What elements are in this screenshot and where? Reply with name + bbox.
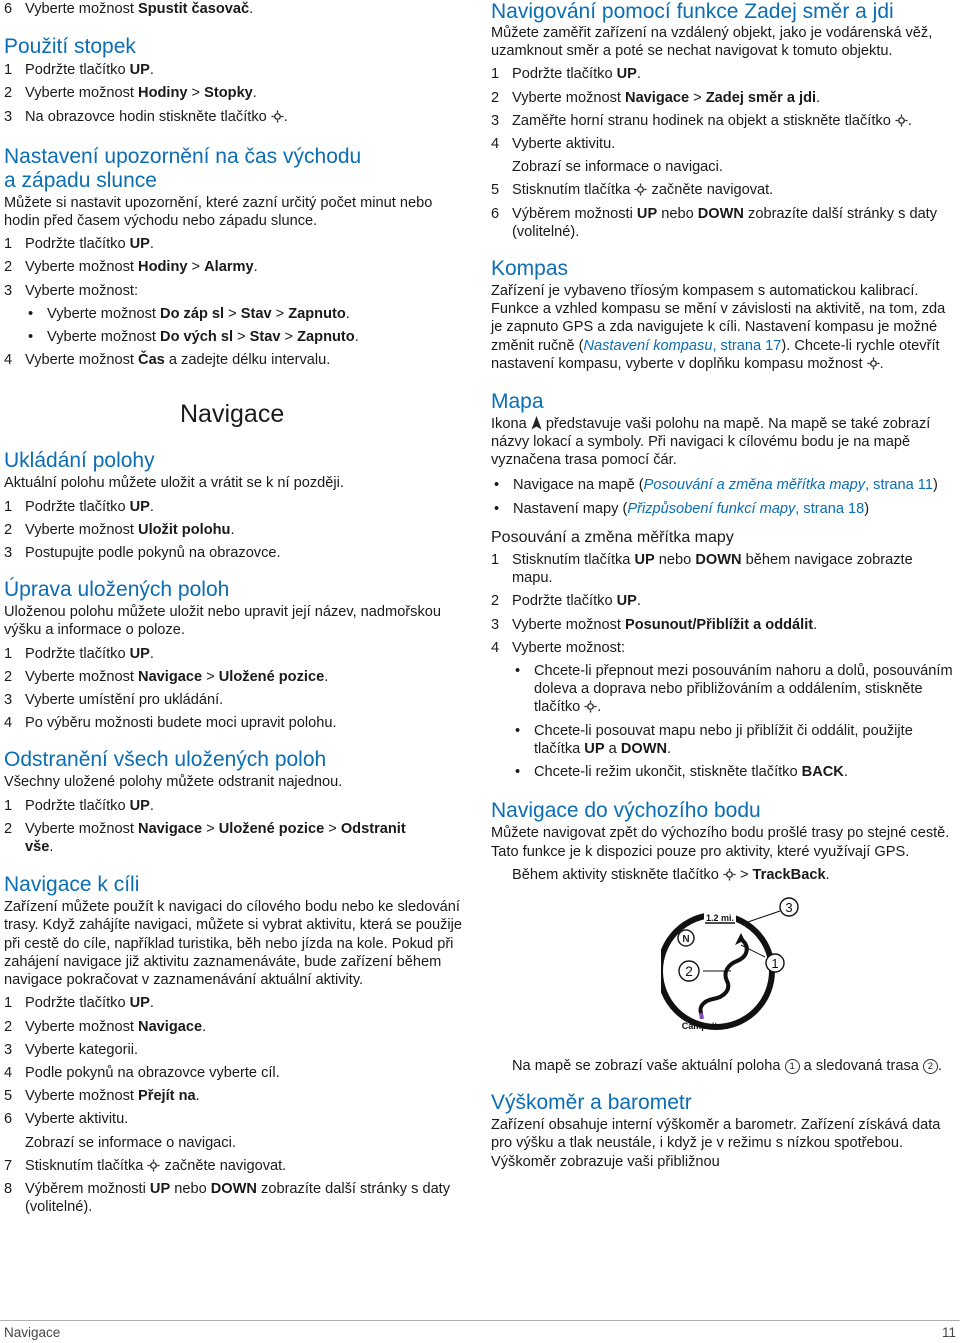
bullet-text-end: . — [354, 329, 359, 346]
step — [491, 65, 953, 83]
step-text: Vyberte možnost: — [512, 639, 626, 656]
separator: > — [233, 329, 250, 346]
step-text: Vyberte možnost — [512, 89, 626, 106]
start-button-icon — [867, 357, 880, 370]
cross-reference-page[interactable]: , strana 18 — [795, 500, 865, 517]
step-text-end: . — [825, 866, 830, 883]
menu-option: Hodiny — [138, 259, 188, 276]
heading-sunrise-sunset — [4, 145, 472, 193]
step-text: Během aktivity stiskněte tlačítko — [512, 866, 723, 883]
position-arrow-icon — [531, 416, 542, 430]
button-name: UP — [616, 66, 637, 83]
step — [4, 258, 472, 276]
bullet-text-end: . — [667, 740, 672, 757]
step — [4, 668, 472, 686]
paragraph-text: Ikona — [491, 416, 531, 433]
step — [4, 282, 472, 300]
step — [4, 84, 472, 102]
north-indicator — [678, 930, 694, 946]
step-number: 3 — [4, 282, 13, 299]
button-name: UP — [616, 593, 637, 610]
step — [4, 1180, 472, 1216]
campsite-label: Campsite — [681, 1020, 723, 1031]
start-button-icon — [271, 110, 284, 123]
step-text-end: . — [149, 62, 154, 79]
menu-option: Stav — [249, 329, 281, 346]
step-text: Vyberte možnost — [25, 1, 139, 17]
step-text: Podržte tlačítko — [25, 62, 130, 79]
step-text: Vyberte možnost: — [25, 282, 139, 299]
step — [491, 551, 953, 587]
callout-1-icon: 1 — [785, 1059, 800, 1074]
step-text: Vyberte umístění pro ukládání. — [25, 692, 224, 709]
step-number: 1 — [4, 995, 13, 1012]
step-text: Podržte tlačítko — [512, 593, 617, 610]
step-text: Vyberte možnost — [25, 85, 139, 102]
step — [4, 797, 472, 815]
step — [4, 61, 472, 79]
step-text-end: . — [149, 797, 154, 814]
step — [4, 521, 472, 539]
bullet-text-end: ) — [932, 476, 938, 493]
step-number: 2 — [491, 89, 500, 106]
caption-text: a sledovaná trasa — [799, 1057, 923, 1074]
step-text-end: zobrazíte další stránky s daty (volitelné). — [512, 205, 938, 240]
menu-option: Přejít na — [138, 1088, 196, 1105]
bullet-text-end: . — [843, 764, 848, 781]
separator: > — [224, 305, 241, 322]
step-number: 4 — [4, 715, 13, 732]
intro-paragraph: Uloženou polohu můžete uložit nebo upravit její název, nadmořskou výšku a informace o poloze. — [4, 604, 441, 639]
step — [4, 820, 472, 856]
menu-option: Uložené pozice — [218, 820, 325, 837]
button-name: UP — [129, 797, 150, 814]
step-text: Podle pokynů na obrazovce vyberte cíl. — [25, 1064, 280, 1081]
menu-option: Stav — [240, 305, 272, 322]
separator: > — [280, 329, 298, 346]
step-text-end: zobrazíte další stránky s daty (volitelné). — [25, 1180, 451, 1216]
step-text: Výběrem možnosti — [25, 1180, 150, 1197]
menu-option: Navigace — [138, 820, 203, 837]
step-text: Vyberte aktivitu. — [512, 136, 616, 153]
step-text-end: . — [149, 498, 154, 515]
bullet-item — [512, 763, 953, 781]
step-text: Vyberte možnost — [25, 1018, 139, 1035]
step-number: 7 — [4, 1157, 13, 1174]
button-name: UP — [636, 205, 658, 222]
step-number: 1 — [4, 498, 13, 515]
step-text-end: . — [149, 645, 154, 662]
step-text-end: . — [283, 108, 288, 125]
step-number: 3 — [4, 1041, 13, 1058]
heading-line: Nastavení upozornění na čas východu — [4, 144, 362, 168]
left-column — [4, 0, 472, 1216]
paragraph-text: ). Chcete-li rychle otevřít nastavení kompasu, vyberte v doplňku kompasu možnost — [491, 337, 940, 372]
step-number: 3 — [491, 616, 500, 633]
step-text: nebo — [654, 552, 696, 569]
step — [4, 1110, 472, 1128]
step — [4, 1018, 472, 1036]
map-scale-label: 1.2 mi. — [705, 912, 735, 923]
button-name: DOWN — [620, 740, 668, 757]
step-text: Na obrazovce hodin stiskněte tlačítko — [25, 108, 271, 125]
step-text: nebo — [170, 1180, 211, 1197]
heading-sight-n-go: Navigování pomocí funkce Zadej směr a jdi — [491, 0, 894, 23]
bullet-text-end: . — [345, 305, 350, 322]
step-number: 1 — [4, 797, 13, 814]
bullet-item — [25, 305, 472, 323]
bullet-text-end: . — [597, 699, 602, 716]
footer-section-name: Navigace — [4, 1325, 61, 1340]
step-text: nebo — [657, 205, 698, 222]
step — [4, 235, 472, 253]
north-label: N — [682, 933, 690, 945]
step-number: 1 — [4, 236, 13, 253]
step — [491, 181, 953, 199]
step-text: Zaměřte horní stranu hodinek na objekt a stiskněte tlačítko — [512, 112, 895, 129]
step-text: Vyberte možnost — [25, 259, 139, 276]
menu-option: Zadej směr a jdi — [705, 89, 817, 106]
intro-paragraph: Můžete si nastavit upozornění, které zazní určitý počet minut nebo hodin před časem východu nebo západu slunce. — [4, 194, 433, 230]
step-number: 2 — [4, 668, 13, 685]
map-paragraph — [491, 415, 953, 470]
menu-option: Čas — [138, 352, 165, 369]
step — [4, 1064, 472, 1082]
button-name: DOWN — [695, 552, 742, 569]
bullet-item — [512, 662, 953, 717]
step — [4, 645, 472, 663]
callout-line — [745, 911, 780, 923]
menu-option: Posunout/Přiblížit a oddálit — [625, 616, 814, 633]
step-text-end: . — [324, 668, 329, 685]
button-name: DOWN — [210, 1180, 257, 1197]
step-text: Vyberte možnost — [25, 820, 139, 837]
intro-paragraph: Můžete navigovat zpět do výchozího bodu prošlé trasy po stejné cestě. Tato funkce je k dispozici pouze pro aktivity, které využívají GPS. — [491, 825, 950, 860]
step-note — [491, 158, 953, 176]
step-number: 1 — [4, 62, 13, 79]
step-number: 1 — [491, 66, 500, 83]
start-button-icon — [723, 868, 736, 881]
step — [4, 714, 472, 732]
step-number: 4 — [4, 352, 13, 369]
button-name: UP — [129, 498, 150, 515]
intro-paragraph: Zařízení můžete použít k navigaci do cílového bodu nebo ke sledování trasy. Když zahájíte navigaci, můžete si vybrat aktivitu, která se použije při cestě do cíle, například turistika, běh nebo jízda na kole. Pokud při zahájení navigace již aktivitu zaznamenáváte, bude zařízení během navigace pokračovat v zaznamenávání aktuální aktivity. — [4, 899, 463, 989]
caption-text-end: . — [937, 1057, 942, 1074]
menu-option: Navigace — [625, 89, 690, 106]
heading-navigate-destination: Navigace k cíli — [4, 873, 140, 897]
step-text: Vyberte možnost — [512, 616, 626, 633]
heading-delete-all: Odstranění všech uložených poloh — [4, 748, 327, 772]
step-text-end: . — [195, 1088, 200, 1105]
step-number: 4 — [491, 639, 500, 656]
callout-number: 3 — [785, 899, 793, 915]
heading-edit-locations: Úprava uložených poloh — [4, 578, 230, 602]
step-number: 2 — [4, 1018, 13, 1035]
footer-divider — [0, 1320, 960, 1321]
separator: > — [735, 866, 753, 883]
menu-option: Navigace — [138, 1018, 203, 1035]
separator: > — [187, 259, 205, 276]
step-number: 3 — [491, 112, 500, 129]
menu-option: vše — [25, 839, 50, 856]
menu-option: Hodiny — [138, 85, 188, 102]
separator: > — [271, 305, 289, 322]
step-number: 6 — [491, 205, 500, 222]
start-button-icon — [634, 183, 647, 196]
menu-option: Stopky — [204, 85, 253, 102]
step-text-end: . — [636, 66, 641, 83]
step — [491, 112, 953, 130]
step-number: 6 — [4, 1, 13, 17]
step-number: 2 — [4, 820, 13, 837]
step-number: 2 — [4, 521, 13, 538]
heading-stopky: Použití stopek — [4, 35, 136, 59]
button-name: UP — [129, 995, 150, 1012]
step-text-end: . — [49, 839, 54, 856]
bullet-item — [512, 722, 953, 758]
separator: > — [202, 668, 219, 685]
heading-altimeter: Výškoměr a barometr — [491, 1091, 692, 1115]
step-text: Podržte tlačítko — [25, 645, 130, 662]
step — [4, 108, 472, 126]
callout-2 — [679, 961, 699, 981]
start-button-icon — [895, 114, 908, 127]
heading-line: a západu slunce — [4, 168, 157, 192]
paragraph-text: představuje vaši polohu na mapě. Na mapě se také zobrazí názvy lokací a symboly. Při navigaci k cílovému bodu je na mapě vyznačena trasa pomocí čár. — [491, 416, 931, 469]
step-text: Vyberte kategorii. — [25, 1041, 139, 1058]
step-number: 1 — [4, 645, 13, 662]
callout-number: 2 — [685, 962, 693, 979]
step-text: Podržte tlačítko — [25, 797, 130, 814]
step-text-end: začněte navigovat. — [647, 182, 774, 199]
step-text: Podržte tlačítko — [25, 236, 130, 253]
step-text: Stisknutím tlačítka — [25, 1157, 148, 1174]
track-end — [701, 1013, 702, 1019]
bullet-text: Vyberte možnost — [47, 329, 161, 346]
step-number: 5 — [491, 182, 500, 199]
step-text: Vyberte aktivitu. — [25, 1111, 129, 1128]
cross-reference-link[interactable]: Nastavení kompasu — [583, 337, 713, 354]
callout-3 — [780, 898, 798, 916]
intro-paragraph: Můžete zaměřit zařízení na vzdálený objekt, jako je vodárenská věž, uzamknout směr a poté se nechat navigovat k tomuto objektu. — [491, 25, 933, 60]
step-text: Stisknutím tlačítka — [512, 182, 635, 199]
page-number: 11 — [941, 1325, 956, 1340]
button-name: DOWN — [697, 205, 744, 222]
bullet-text: Chcete-li přepnout mezi posouváním nahoru a dolů, posouváním doleva a doprava nebo přibližováním a oddálením, stiskněte tlačítko — [534, 663, 953, 716]
step-text: Podržte tlačítko — [25, 498, 130, 515]
step — [491, 592, 953, 610]
step — [491, 89, 953, 107]
caption-text: Na mapě se zobrazí vaše aktuální poloha — [512, 1057, 785, 1074]
step-text-end: . — [636, 593, 641, 610]
step-number: 2 — [4, 259, 13, 276]
bullet-item — [491, 476, 953, 494]
separator: > — [324, 820, 341, 837]
menu-option: Odstranit — [340, 820, 406, 837]
intro-paragraph: Aktuální polohu můžete uložit a vrátit se k ní později. — [4, 475, 344, 492]
callout-number: 1 — [771, 955, 779, 971]
bullet-text: a — [604, 740, 621, 757]
trackback-instruction — [491, 866, 953, 884]
start-button-icon — [584, 700, 597, 713]
step-start-timer — [4, 0, 472, 18]
note-text: Zobrazí se informace o navigaci. — [512, 159, 723, 176]
bullet-item — [491, 500, 953, 518]
menu-option: Do záp sl — [160, 305, 225, 322]
step-text-end: . — [813, 616, 818, 633]
button-name: BACK — [801, 764, 844, 781]
step-number: 1 — [491, 552, 500, 569]
start-button-icon — [147, 1159, 160, 1172]
step-text-end: během navigace zobrazte mapu. — [512, 552, 913, 587]
step-text: Vyberte možnost — [25, 352, 139, 369]
step-note — [4, 1134, 472, 1152]
paragraph-text: Zařízení je vybaveno tříosým kompasem s automatickou kalibrací. Funkce a vzhled kompasu se mění v závislosti na aktivitě, na tom, zda je zapnuto GPS a zda navigujete k cíli. Nastavení kompasu je možné změnit ručně ( — [491, 283, 946, 354]
button-name: UP — [129, 236, 150, 253]
step — [491, 135, 953, 153]
step-text: Podržte tlačítko — [512, 66, 617, 83]
separator: > — [187, 85, 205, 102]
step-text-end: . — [149, 995, 154, 1012]
heading-compass: Kompas — [491, 257, 569, 281]
step-number: 3 — [4, 108, 13, 125]
button-name: UP — [149, 1180, 171, 1197]
bullet-text: Nastavení mapy ( — [513, 500, 628, 517]
menu-option: TrackBack — [752, 866, 826, 883]
step-text: Stisknutím tlačítka — [512, 552, 635, 569]
menu-option: Do vých sl — [160, 329, 234, 346]
step-text-end: . — [252, 85, 257, 102]
step — [4, 351, 472, 369]
intro-paragraph: Zařízení obsahuje interní výškoměr a barometr. Zařízení získává data pro výšku a tlak neustále, i když je v režimu s nízkou spotřebou. Výškoměr zobrazuje vaši přibližnou — [491, 1117, 941, 1170]
step-text-end: a zadejte délku intervalu. — [164, 352, 331, 369]
heading-save-location: Ukládání polohy — [4, 449, 155, 473]
bullet-text: Chcete-li režim ukončit, stiskněte tlačítko — [534, 764, 802, 781]
button-name: UP — [129, 62, 150, 79]
step — [4, 994, 472, 1012]
step — [491, 205, 953, 241]
step-text-end: . — [149, 236, 154, 253]
button-name: UP — [634, 552, 655, 569]
bullet-text: Navigace na mapě ( — [513, 476, 644, 493]
step-number: 2 — [491, 593, 500, 610]
step — [4, 498, 472, 516]
step — [491, 616, 953, 634]
step-number: 2 — [4, 85, 13, 102]
callout-1 — [766, 954, 784, 972]
step-text-end: . — [907, 112, 912, 129]
bullet-item — [25, 328, 472, 346]
step-text: Postupujte podle pokynů na obrazovce. — [25, 545, 281, 562]
step-number: 4 — [491, 136, 500, 153]
heading-map: Mapa — [491, 390, 544, 414]
step-text-end: . — [816, 89, 821, 106]
compass-paragraph — [491, 282, 953, 373]
menu-option: Uložené pozice — [218, 668, 325, 685]
step-number: 6 — [4, 1111, 13, 1128]
menu-option: Uložit polohu — [138, 521, 231, 538]
callout-2-icon: 2 — [923, 1059, 938, 1074]
button-name: UP — [584, 740, 605, 757]
paragraph-text-end: . — [879, 355, 884, 372]
cross-reference-page[interactable]: , strana 17 — [712, 337, 782, 354]
separator: > — [202, 820, 219, 837]
step-number: 5 — [4, 1088, 13, 1105]
menu-option: Zapnuto — [297, 329, 355, 346]
step — [4, 1087, 472, 1105]
step-text-end: . — [202, 1018, 207, 1035]
trackback-map-figure — [661, 891, 821, 1051]
chapter-title: Navigace — [180, 400, 285, 428]
step — [491, 639, 953, 657]
bullet-text: Vyberte možnost — [47, 305, 161, 322]
intro-paragraph: Všechny uložené polohy můžete odstranit najednou. — [4, 774, 343, 791]
bullet-text-end: ) — [864, 500, 870, 517]
step-text: Výběrem možnosti — [512, 205, 637, 222]
menu-option: Zapnuto — [288, 305, 346, 322]
heading-pan-zoom: Posouvání a změna měřítka mapy — [491, 529, 734, 547]
step-text-end: začněte navigovat. — [160, 1157, 287, 1174]
menu-option: Alarmy — [204, 259, 254, 276]
step-text-end: . — [230, 521, 235, 538]
step — [4, 544, 472, 562]
cross-reference-page[interactable]: , strana 11 — [865, 476, 933, 493]
step-number: 8 — [4, 1180, 13, 1197]
step-text: Vyberte možnost — [25, 668, 139, 685]
right-column — [491, 0, 953, 1171]
separator: > — [689, 89, 706, 106]
step-number: 3 — [4, 692, 13, 709]
heading-trackback: Navigace do výchozího bodu — [491, 799, 761, 823]
cross-reference-link[interactable]: Přizpůsobení funkcí mapy — [627, 500, 796, 517]
step-number: 3 — [4, 545, 13, 562]
step-text-end: . — [253, 259, 258, 276]
step — [4, 1157, 472, 1175]
note-text: Zobrazí se informace o navigaci. — [25, 1134, 236, 1151]
step-number: 4 — [4, 1064, 13, 1081]
step-text: Po výběru možnosti budete moci upravit polohu. — [25, 715, 337, 732]
step-text: Vyberte možnost — [25, 521, 139, 538]
menu-option: Spustit časovač — [138, 1, 250, 17]
step-text: Vyberte možnost — [25, 1088, 139, 1105]
button-name: UP — [129, 645, 150, 662]
step-text-end: . — [249, 1, 254, 17]
figure-caption — [491, 1057, 953, 1075]
menu-option: Navigace — [138, 668, 203, 685]
step-text: Podržte tlačítko — [25, 995, 130, 1012]
step — [4, 691, 472, 709]
cross-reference-link[interactable]: Posouvání a změna měřítka mapy — [643, 476, 866, 493]
bullet-text: Chcete-li posouvat mapu nebo ji přiblížit či oddálit, použijte tlačítka — [534, 722, 913, 757]
step — [4, 1041, 472, 1059]
